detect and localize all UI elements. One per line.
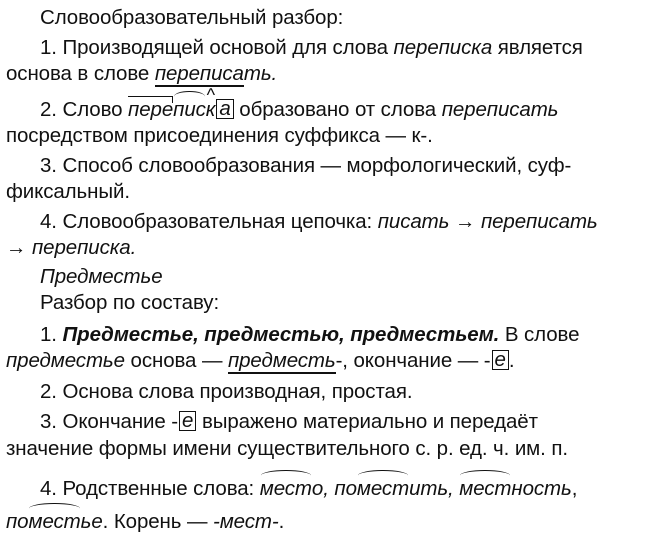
text: основа в слове [6, 62, 155, 85]
arrow: → [449, 210, 481, 233]
ending-text: ть. [243, 62, 278, 85]
text: является [492, 36, 583, 59]
heading-text: Словообразовательный разбор: [40, 6, 344, 29]
text: образовано от слова [233, 98, 442, 121]
text: 2. Слово [40, 98, 129, 121]
text: -, окончание — - [335, 349, 491, 372]
heading-text: Предместье [40, 265, 163, 288]
text: 2. Основа слова производная, простая. [40, 380, 413, 403]
text: фиксальный. [6, 180, 130, 203]
root-text: -мест- [212, 510, 279, 533]
item2-line1 [40, 98, 558, 122]
text: основа — [124, 349, 228, 372]
text: В слове [499, 323, 580, 346]
text: 3. Окончание - [40, 410, 179, 433]
ending-box: е [492, 350, 509, 370]
item2-line2 [6, 124, 433, 148]
root-morpheme: мест [259, 477, 312, 500]
item3-line1 [40, 154, 571, 178]
text: 1. [40, 323, 63, 346]
word: переписать [441, 98, 559, 121]
word: переписка [393, 36, 493, 59]
word-heading [40, 265, 163, 289]
arrow: → [6, 236, 32, 259]
text: 3. Способ словообразования — морфологический, суф- [40, 154, 572, 177]
heading-text: Разбор по составу: [40, 291, 220, 314]
section-heading-composition [40, 291, 219, 315]
root-morpheme: мест [356, 477, 410, 500]
item4-line1 [40, 210, 598, 234]
separator: , [571, 477, 578, 500]
text: о [311, 477, 324, 500]
root-morpheme: пис [173, 98, 206, 121]
text: . [508, 349, 515, 372]
word: переписать [480, 210, 598, 233]
section-heading-derivation [40, 6, 343, 30]
p1-line1 [40, 323, 579, 347]
text: посредством присоединения суффикса — к-. [6, 124, 433, 147]
stem: переписа [154, 62, 244, 85]
item4-line2 [6, 236, 136, 260]
text: ить [409, 477, 449, 500]
word: писать [377, 210, 450, 233]
text: 4. Родственные слова: [40, 477, 260, 500]
text: ность [511, 477, 572, 500]
root-morpheme: мест [459, 477, 512, 500]
p3-line2 [6, 437, 568, 461]
text: по [6, 510, 29, 533]
p4-line2 [6, 510, 284, 534]
word: переписка. [32, 236, 137, 259]
text: . Корень — [102, 510, 213, 533]
separator: , [323, 477, 335, 500]
word-forms: Предместье, предместью, предместьем. [62, 323, 500, 346]
separator: , [448, 477, 460, 500]
text: значение формы имени существительного с. р. ед. ч. им. п. [6, 437, 568, 460]
prefix-morpheme: пере [128, 98, 174, 121]
item1-line2 [6, 62, 277, 86]
p2-line [40, 380, 412, 404]
ending-box: е [179, 411, 196, 431]
p1-line2 [6, 349, 514, 373]
word: предместье [6, 349, 125, 372]
text: 1. Производящей основой для слова [40, 36, 394, 59]
text: . [278, 510, 285, 533]
text: ье [80, 510, 103, 533]
stem: предместь [227, 349, 336, 372]
text: по [334, 477, 357, 500]
suffix-morpheme: ^ к [206, 98, 216, 122]
item1-line1 [40, 36, 583, 60]
text: выражено материально и передаёт [196, 410, 538, 433]
ending-box: а [216, 99, 233, 119]
p3-line1 [40, 410, 538, 434]
root-morpheme: мест [28, 510, 81, 533]
item3-line2 [6, 180, 130, 204]
text: 4. Словообразовательная цепочка: [40, 210, 378, 233]
p4-line1 [40, 477, 577, 501]
